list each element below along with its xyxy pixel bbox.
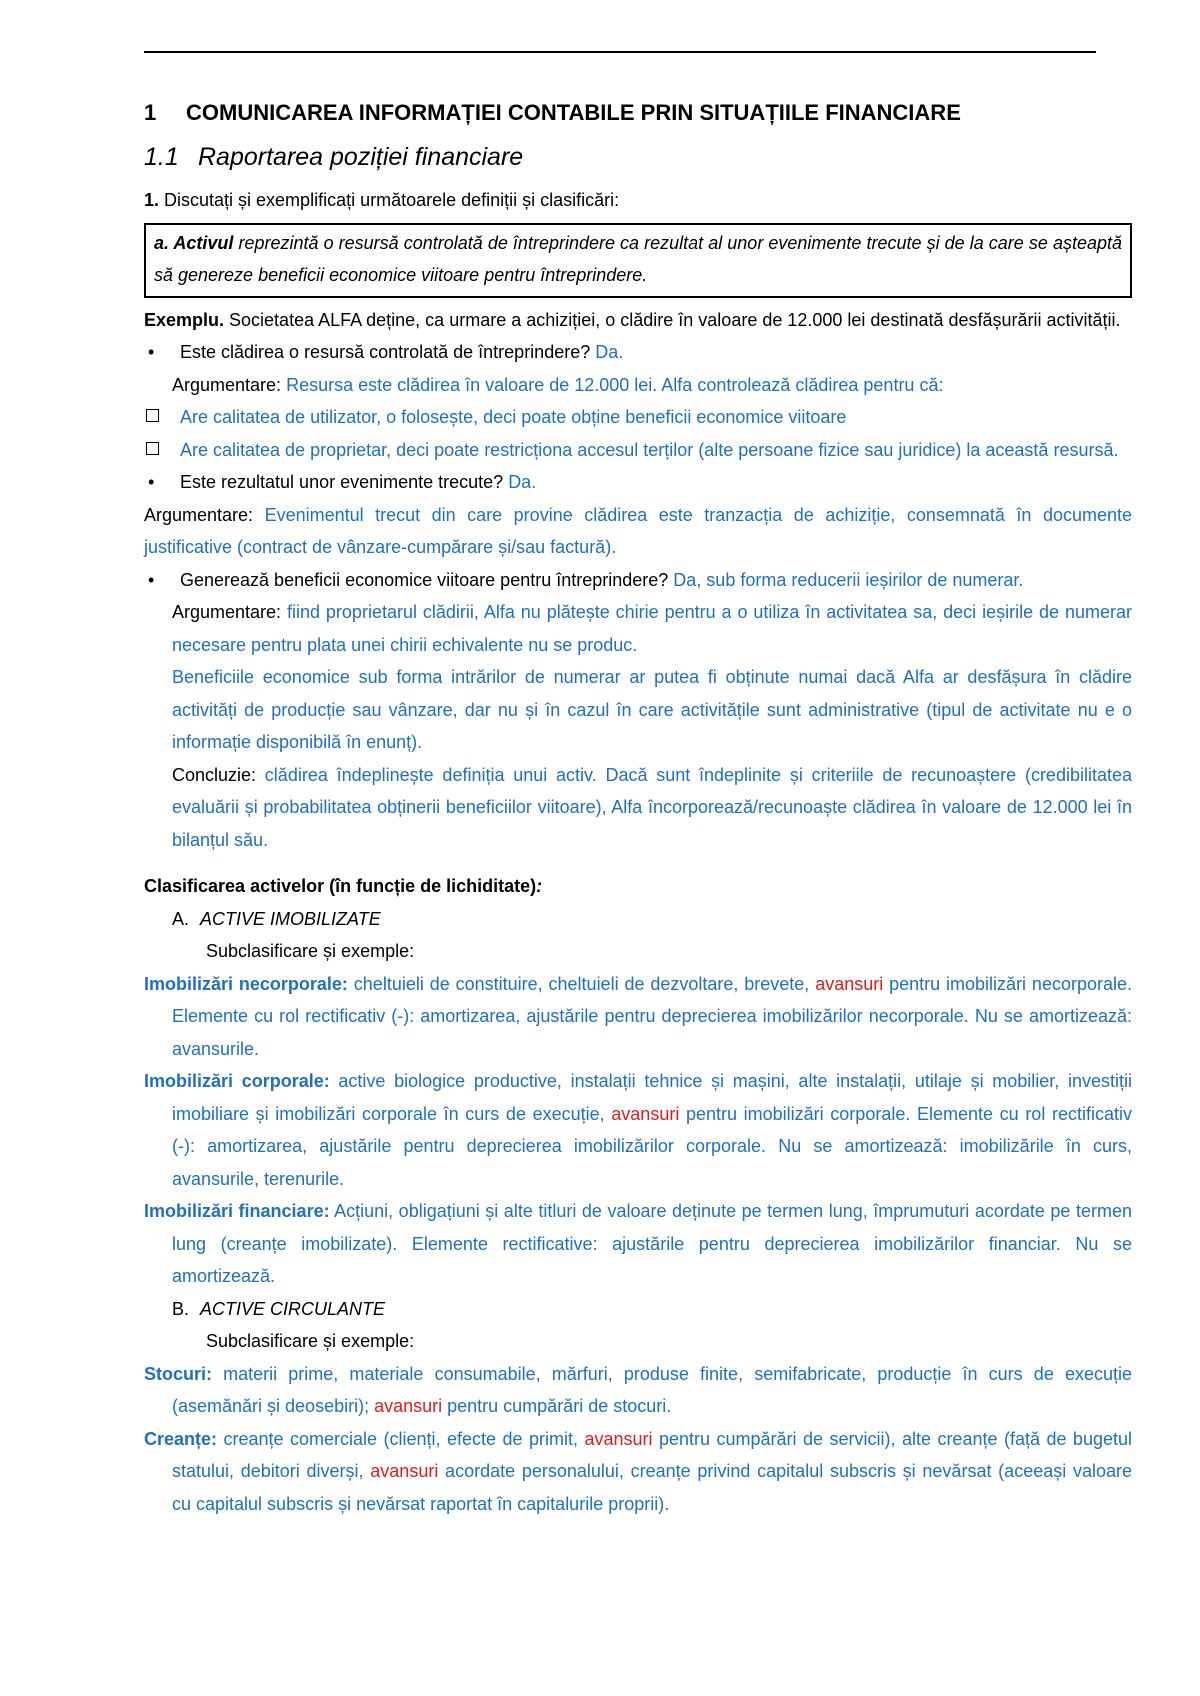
check-item: Are calitatea de utilizator, o folosește, deci poate obține beneficii economice viitoare bbox=[144, 401, 1132, 434]
definition-box: a. Activul reprezintă o resursă controlată de întreprindere ca rezultat al unor evenimente trecute și de la care se așteaptă să genereze beneficii economice viitoare pentru întreprindere. bbox=[144, 223, 1132, 298]
bullet-icon: • bbox=[148, 569, 155, 590]
checkbox-icon bbox=[146, 442, 159, 455]
section-heading: 1.1 Raportarea poziției financiare bbox=[144, 143, 524, 171]
subclass-label: Subclasificare și exemple: bbox=[206, 941, 415, 961]
bullet-item: • Este clădirea o resursă controlată de întreprindere? Da. bbox=[144, 336, 1132, 369]
group-b-heading: B. ACTIVE CIRCULANTE bbox=[172, 1298, 386, 1319]
check-item: Are calitatea de proprietar, deci poate restricționa accesul terților (alte persoane fizice sau juridice) la această resursă. bbox=[144, 434, 1132, 467]
group-a-heading: A. ACTIVE IMOBILIZATE bbox=[172, 908, 381, 929]
header-rule bbox=[144, 51, 1096, 53]
conclusion: Concluzie: clădirea îndeplinește definiția unui activ. Dacă sunt îndeplinite și criteriile de recunoaștere (credibilitatea evaluării și probabilitatea obținerii beneficiilor viitoare), Alfa încorporează/recunoaște clădirea în valoare de 12.000 lei în bilanțul său. bbox=[172, 764, 1132, 850]
stocks: Stocuri: materii prime, materiale consumabile, mărfuri, produse finite, semifabricate, producție în curs de execuție (asemănări și deosebiri); avansuri pentru cumpărări de stocuri. bbox=[144, 1363, 1132, 1416]
argument-1: Argumentare: Resursa este clădirea în valoare de 12.000 lei. Alfa controlează clădirea pentru că: bbox=[172, 374, 944, 395]
content bbox=[144, 98, 1132, 1520]
checkbox-icon bbox=[146, 409, 159, 422]
bullet-icon: • bbox=[148, 472, 155, 492]
subclass-label: Subclasificare și exemple: bbox=[206, 1331, 415, 1351]
receivables: Creanțe: creanțe comerciale (clienți, efecte de primit, avansuri pentru cumpărări de servicii), alte creanțe (față de bugetul statului, debitori diverși, avansuri acordate personalului, creanțe privind capitalul subscris și nevărsat (aceeași valoare cu capitalul subscris și nevărsat raportat în capitalurile proprii). bbox=[144, 1428, 1132, 1514]
intangible-assets: Imobilizări necorporale: cheltuieli de constituire, cheltuieli de dezvoltare, brevete, avansuri pentru imobilizări necorporale. Elemente cu rol rectificativ (-): amortizarea, ajustările pentru deprecierea imobilizărilor necorporale. Nu se amortizează: avansurile. bbox=[144, 973, 1132, 1059]
tangible-assets: Imobilizări corporale: active biologice productive, instalații tehnice și mașini, alte instalații, utilaje și mobilier, investiții imobiliare și imobilizări corporale în curs de execuție, avansuri pentru imobilizări corporale. Elemente cu rol rectificativ (-): amortizarea, ajustările pentru deprecierea imobilizărilor corporale. Nu se amortizează: imobilizările în curs, avansurile, terenurile. bbox=[144, 1071, 1132, 1189]
chapter-heading: 1 COMUNICAREA INFORMAȚIEI CONTABILE PRIN SITUAȚIILE FINANCIARE bbox=[144, 100, 961, 125]
question: 1. Discutați și exemplificați următoarele definiții și clasificări: bbox=[144, 190, 620, 210]
bullet-item: • Este rezultatul unor evenimente trecute? Da. bbox=[144, 466, 1132, 499]
benefits-paragraph: Beneficiile economice sub forma intrărilor de numerar ar putea fi obținute numai dacă Alfa ar desfășura în clădire activități de producție sau vânzare, dar nu și în cazul în care activitățile sunt administrative (tipul de activitate nu e o informație disponibilă în enunț). bbox=[172, 667, 1132, 752]
bullet-icon: • bbox=[148, 342, 155, 362]
example-paragraph: Exemplu. Societatea ALFA deține, ca urmare a achiziției, o clădire în valoare de 12.000 lei destinată desfășurării activității. bbox=[144, 309, 1121, 330]
bullet-item: • Generează beneficii economice viitoare pentru întreprindere? Da, sub forma reducerii ieșirilor de numerar. bbox=[144, 564, 1132, 597]
argument-2: Argumentare: Evenimentul trecut din care provine clădirea este tranzacția de achiziție, consemnată în documente justificative (contract de vânzare-cumpărare și/sau factură). bbox=[144, 504, 1132, 557]
argument-3: Argumentare: fiind proprietarul clădirii, Alfa nu plătește chirie pentru a o utiliza în activitatea sa, deci ieșirile de numerar necesare pentru plata unei chirii echivalente nu se produc. bbox=[172, 602, 1132, 655]
classification-title: Clasificarea activelor (în funcție de lichiditate): bbox=[144, 876, 543, 896]
financial-assets: Imobilizări financiare: Acțiuni, obligațiuni și alte titluri de valoare deținute pe termen lung, împrumuturi acordate pe termen lung (creanțe imobilizate). Elemente rectificative: ajustările pentru deprecierea imobilizărilor financiar. Nu se amortizează. bbox=[144, 1201, 1132, 1286]
